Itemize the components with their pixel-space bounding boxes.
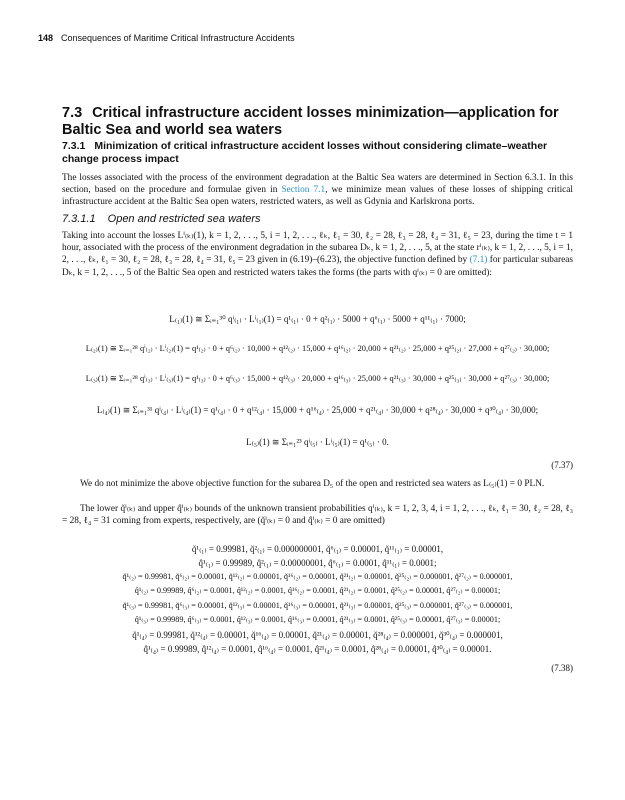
equation-line: L₍₄₎(1) ≅ Σᵢ₌₁³¹ qⁱ₍₄₎ · Lⁱ₍₄₎(1) = q¹₍₄₎ · 0 + q¹²₍₄₎ · 15,000 + q¹⁶₍₄₎ · 25,000 + q²¹₍₄₎ · 30,000 + q²⁸₍₄₎ · 30,000 + q³⁰₍₄₎ · 30,000; xyxy=(96,405,539,415)
equation-line: L₍₃₎(1) ≅ Σᵢ₌₁²⁸ qⁱ₍₃₎ · Lⁱ₍₃₎(1) = q¹₍₃₎ · 0 + q⁶₍₃₎ · 15,000 + q¹²₍₃₎ · 20,000 + q¹⁶₍₃₎ · 25,000 + q²¹₍₃₎ · 30,000 + q²⁵₍₃₎ · 30,000 + q²⁷₍₃₎ · 30,000; xyxy=(85,374,550,383)
running-header xyxy=(38,33,295,43)
page-number: 148 xyxy=(38,33,54,43)
subsection-heading xyxy=(62,140,582,166)
subsection-title: Minimization of critical infrastructure accident losses without considering climate–weather change process impact xyxy=(62,140,548,165)
equation-line: q̂¹₍₂₎ = 0.99989, q̂⁶₍₂₎ = 0.0001, q̂¹²₍₂₎ = 0.0001, q̂¹⁶₍₂₎ = 0.0001, q̂²¹₍₂₎ = 0.0001, q̂²⁵₍₂₎ = 0.00001, q̂²⁷₍₂₎ = 0.00001; xyxy=(134,586,501,595)
equation-number: (7.37) xyxy=(551,460,573,470)
equation-line: q̆¹₍₁₎ = 0.99981, q̆²₍₁₎ = 0.000000001, q̆⁶₍₁₎ = 0.00001, q̆¹¹₍₁₎ = 0.00001, xyxy=(191,544,444,554)
paragraph-losses xyxy=(62,230,573,279)
running-title: Consequences of Maritime Critical Infrastructure Accidents xyxy=(61,33,295,43)
subsubsection-number: 7.3.1.1 xyxy=(62,213,96,225)
equation-line: q̂¹₍₄₎ = 0.99989, q̂¹²₍₄₎ = 0.0001, q̂¹⁶₍₄₎ = 0.0001, q̂²¹₍₄₎ = 0.0001, q̂²⁸₍₄₎ = 0.00001, q̂³⁰₍₄₎ = 0.00001. xyxy=(143,644,492,654)
equation-line: L₍₂₎(1) ≅ Σᵢ₌₁²⁸ qⁱ₍₂₎ · Lⁱ₍₂₎(1) = q¹₍₂₎ · 0 + q⁶₍₂₎ · 10,000 + q¹²₍₂₎ · 15,000 + q¹⁶₍₂₎ · 20,000 + q²¹₍₂₎ · 25,000 + q²⁵₍₂₎ · 27,000 + q²⁷₍₂₎ · 30,000; xyxy=(85,344,550,353)
subsubsection-title: Open and restricted sea waters xyxy=(107,213,261,225)
equation-link[interactable]: (7.1) xyxy=(469,255,488,266)
subsubsection-heading xyxy=(62,213,261,225)
equation-number: (7.38) xyxy=(551,663,573,673)
paragraph-intro xyxy=(62,172,573,209)
equation-line: q̆¹₍₃₎ = 0.99981, q̆⁶₍₃₎ = 0.00001, q̆¹²₍₃₎ = 0.00001, q̆¹⁶₍₃₎ = 0.00001, q̆²¹₍₃₎ = 0.00001, q̆²⁵₍₃₎ = 0.000001, q̆²⁷₍₃₎ = 0.000001, xyxy=(122,601,513,610)
equation-line: q̆¹₍₂₎ = 0.99981, q̆⁶₍₂₎ = 0.00001, q̆¹²₍₂₎ = 0.00001, q̆¹⁶₍₂₎ = 0.00001, q̆²¹₍₂₎ = 0.00001, q̆²⁵₍₂₎ = 0.000001, q̆²⁷₍₂₎ = 0.000001, xyxy=(122,572,513,581)
text: Taking into account the losses Lⁱ₍ₖ₎(1), k = 1, 2, . . ., 5, i = 1, 2, . . ., ℓₖ, ℓ₁ = 30, ℓ₂ = 28, ℓ₃ = 28, ℓ₄ = 31, ℓ₅ = 23, during the time t = 1 hour, associated with the process of the environment degradation in the subarea Dₖ, k = 1, 2, . . ., 5, at the state rⁱ₍ₖ₎, k = 1, 2, . . ., 5, i = 1, 2, . . ., ℓₖ, ℓ₁ = 30, ℓ₂ = 28, ℓ₃ = 28, ℓ₄ = 31, ℓ₅ = 23 given in (6.19)–(6.23), the objective function defined by xyxy=(62,231,573,266)
equation-line: L₍₁₎(1) ≅ Σᵢ₌₁³⁰ qⁱ₍₁₎ · Lⁱ₍₁₎(1) = q¹₍₁₎ · 0 + q²₍₁₎ · 5000 + q⁶₍₁₎ · 5000 + q¹¹₍₁₎ · 7000; xyxy=(169,314,466,324)
section-title: Critical infrastructure accident losses minimization—application for Baltic Sea and world sea waters xyxy=(62,105,559,138)
section-number: 7.3 xyxy=(62,105,83,121)
equation-line: q̂¹₍₁₎ = 0.99989, q̂²₍₁₎ = 0.00000001, q̂⁶₍₁₎ = 0.0001, q̂¹¹₍₁₎ = 0.0001; xyxy=(198,558,437,568)
equation-line: L₍₅₎(1) ≅ Σᵢ₌₁²³ qⁱ₍₅₎ · Lⁱ₍₅₎(1) = q¹₍₅₎ · 0. xyxy=(246,437,389,447)
subsection-number: 7.3.1 xyxy=(62,140,86,152)
text: , we minimize mean values of these losses of shipping critical infrastructure accident at the Baltic Sea open waters, restricted waters, as well as Gdynia and Karlskrona ports. xyxy=(62,185,573,208)
section-link[interactable]: Section 7.1 xyxy=(281,185,326,196)
text: The losses associated with the process of the environment degradation at the Baltic Sea waters are determined in Section 6.3.1. In this section, based on the procedure and formulae given in xyxy=(62,173,573,196)
section-heading xyxy=(62,105,582,139)
paragraph-bounds: The lower q̆ⁱ₍ₖ₎ and upper q̂ⁱ₍ₖ₎ bounds of the unknown transient probabilities qⁱ₍ₖ₎, k = 1, 2, 3, 4, i = 1, 2, . . ., ℓₖ, ℓ₁ = 30, ℓ₂ = 28, ℓ₃ = 28, ℓ₄ = 31 coming from experts, respectively, are (q̆ⁱ₍ₖ₎ = 0 and q̂ⁱ₍ₖ₎ = 0 are omitted) xyxy=(62,504,573,527)
paragraph-d5: We do not minimize the above objective function for the subarea D₅ of the open and restricted sea waters as L₍₅₎(1) = 0 PLN. xyxy=(80,479,545,489)
text: for particular subareas Dₖ, k = 1, 2, . . ., 5 of the Baltic Sea open and restricted waters takes the forms (the parts with qⁱ₍ₖ₎ = 0 are omitted): xyxy=(62,255,573,278)
equation-line: q̆¹₍₄₎ = 0.99981, q̆¹²₍₄₎ = 0.00001, q̆¹⁶₍₄₎ = 0.00001, q̆²¹₍₄₎ = 0.00001, q̆²⁸₍₄₎ = 0.000001, q̆³⁰₍₄₎ = 0.000001, xyxy=(132,630,503,640)
equation-line: q̂¹₍₃₎ = 0.99989, q̂⁶₍₃₎ = 0.0001, q̂¹²₍₃₎ = 0.0001, q̂¹⁶₍₃₎ = 0.0001, q̂²¹₍₃₎ = 0.0001, q̂²⁵₍₃₎ = 0.00001, q̂²⁷₍₃₎ = 0.00001; xyxy=(134,615,501,624)
